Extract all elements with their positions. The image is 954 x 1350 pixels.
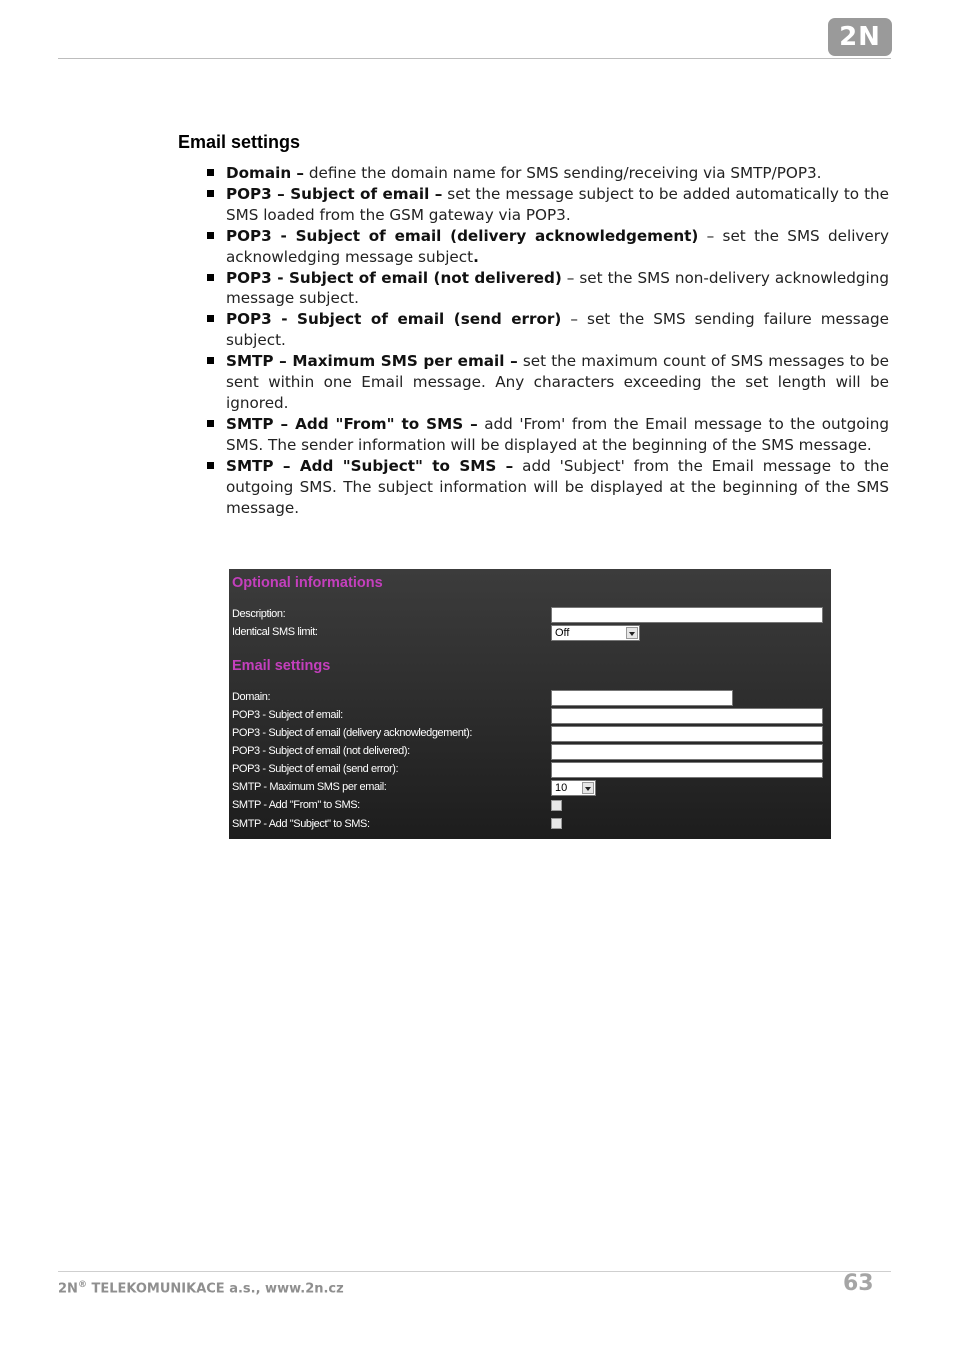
brand-logo: 2N: [828, 18, 892, 56]
domain-label: Domain:: [232, 691, 271, 703]
description-label: Description:: [232, 608, 286, 620]
list-item-pop3-subject: POP3 – Subject of email – set the message subject to be added automatically to the SMS loaded from the GSM gateway via POP3.: [205, 184, 889, 226]
list-item-pop3-delivery: POP3 - Subject of email (delivery acknowledgement) – set the SMS delivery acknowledging message subject.: [205, 226, 889, 268]
header-divider: [58, 58, 891, 59]
list-item-smtp-from: SMTP – Add "From" to SMS – add 'From' from the Email message to the outgoing SMS. The sender information will be displayed at the beginning of the SMS message.: [205, 414, 889, 456]
pop3-subject-label: POP3 - Subject of email:: [232, 709, 343, 721]
list-item-pop3-send-error: POP3 - Subject of email (send error) – set the SMS sending failure message subject.: [205, 309, 889, 351]
pop3-not-delivered-input[interactable]: [551, 744, 823, 760]
settings-form-panel: [229, 569, 831, 839]
chevron-down-icon[interactable]: [626, 627, 638, 639]
smtp-from-label: SMTP - Add "From" to SMS:: [232, 799, 360, 811]
footer-divider: [58, 1271, 891, 1272]
pop3-send-error-label: POP3 - Subject of email (send error):: [232, 763, 399, 775]
smtp-max-value: 10: [555, 782, 568, 794]
smtp-subject-checkbox[interactable]: [551, 818, 562, 829]
description-input[interactable]: [551, 607, 823, 623]
list-item-pop3-not-delivered: POP3 - Subject of email (not delivered) – set the SMS non-delivery acknowledging message subject.: [205, 268, 889, 310]
section-title: Email settings: [178, 132, 301, 152]
pop3-delivery-label: POP3 - Subject of email (delivery acknowledgement):: [232, 727, 473, 739]
list-item-smtp-max: SMTP – Maximum SMS per email – set the maximum count of SMS messages to be sent within one Email message. Any characters exceeding the set length will be ignored.: [205, 351, 889, 414]
list-item-smtp-subject: SMTP – Add "Subject" to SMS – add 'Subject' from the Email message to the outgoing SMS. The subject information will be displayed at the beginning of the SMS message.: [205, 456, 889, 519]
pop3-not-delivered-label: POP3 - Subject of email (not delivered):: [232, 745, 410, 757]
smtp-max-label: SMTP - Maximum SMS per email:: [232, 781, 387, 793]
email-settings-heading: Email settings: [232, 658, 331, 674]
sms-limit-value: Off: [555, 627, 570, 639]
pop3-send-error-input[interactable]: [551, 762, 823, 778]
smtp-max-select[interactable]: [551, 780, 596, 796]
sms-limit-select[interactable]: [551, 625, 640, 641]
page-number: 63: [843, 1271, 874, 1296]
domain-input[interactable]: [551, 690, 733, 706]
footer-company: 2N® TELEKOMUNIKACE a.s., www.2n.cz: [58, 1280, 344, 1297]
sms-limit-label: Identical SMS limit:: [232, 626, 318, 638]
pop3-delivery-input[interactable]: [551, 726, 823, 742]
optional-informations-heading: Optional informations: [232, 575, 383, 591]
smtp-subject-label: SMTP - Add "Subject" to SMS:: [232, 818, 370, 830]
smtp-from-checkbox[interactable]: [551, 800, 562, 811]
list-item-domain: Domain – define the domain name for SMS sending/receiving via SMTP/POP3.: [205, 163, 889, 184]
chevron-down-icon[interactable]: [582, 782, 594, 794]
pop3-subject-input[interactable]: [551, 708, 823, 724]
settings-description-list: [205, 163, 889, 518]
